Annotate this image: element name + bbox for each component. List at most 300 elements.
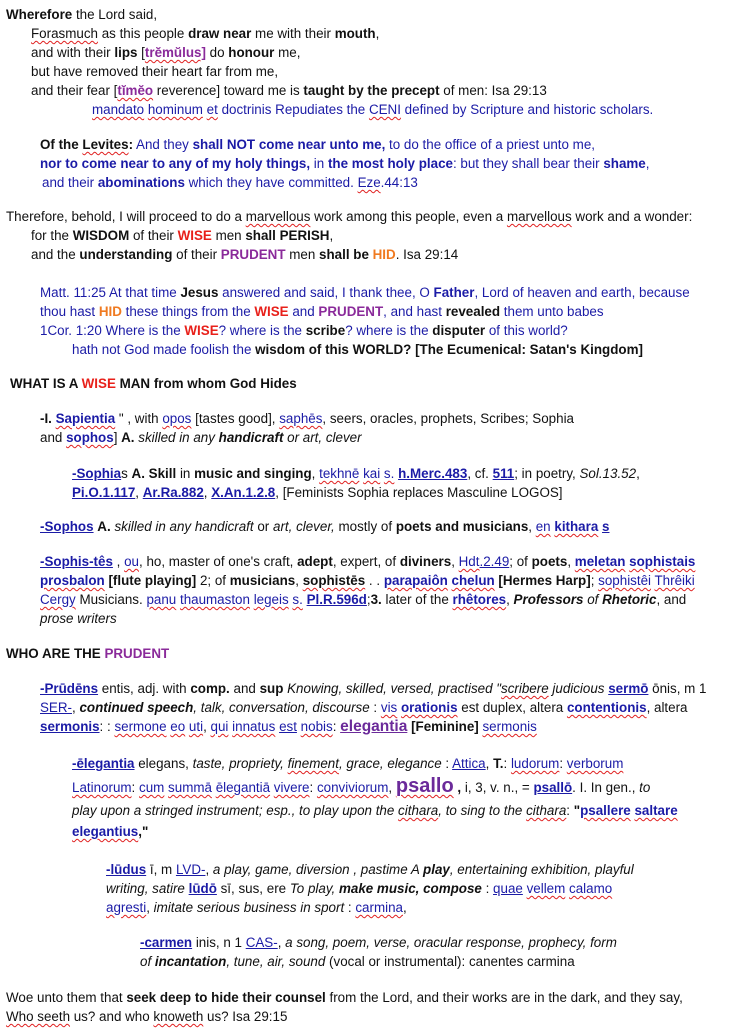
text-run: -lūdus <box>106 862 147 877</box>
text-run: quae <box>493 881 523 896</box>
text-run: Skill <box>148 466 177 481</box>
text-run: Forasmuch <box>31 26 98 41</box>
text-run: X.An.1.2.8 <box>211 485 276 500</box>
text-run: 1Cor. 1:20 Where is the <box>40 323 185 338</box>
text-run: imitate serious business in sport <box>153 900 345 915</box>
text-run: scribe <box>305 323 346 338</box>
text-run: tĭmĕo <box>117 83 154 98</box>
text-run: , <box>451 554 459 569</box>
sophistes-line <box>40 552 695 571</box>
text-run: nor to come near to any of my holy things, <box>40 156 311 171</box>
text-run: HID <box>98 304 122 319</box>
text-run: , <box>375 26 380 41</box>
text-run: psallo <box>395 775 454 797</box>
text-run: Professors <box>513 592 584 607</box>
text-run: comp. <box>190 681 230 696</box>
text-run: psallō <box>533 780 573 795</box>
prudent-heading <box>6 644 169 663</box>
text-run: s <box>602 519 610 534</box>
text-run: calamo <box>569 881 613 896</box>
text-run: Levites <box>82 137 129 152</box>
text-run: (vocal or instrumental): canentes carmina <box>325 954 575 969</box>
text-run: adept <box>297 554 333 569</box>
prudens-line <box>40 698 688 717</box>
text-run: , <box>636 466 640 481</box>
text-run: musicians <box>229 573 296 588</box>
cor-line <box>72 340 643 359</box>
text-run: ? where is the <box>345 323 433 338</box>
text-run: .2.49 <box>479 554 510 569</box>
text-run: WHAT IS A <box>10 376 82 391</box>
text-run: " , with <box>115 411 163 426</box>
text-run: Latinorum <box>72 780 132 795</box>
text-run: WISE <box>254 304 289 319</box>
matt-line <box>40 302 604 321</box>
text-run: -I. <box>40 411 56 426</box>
text-run: abominations <box>97 175 185 190</box>
text-run: , <box>329 228 334 243</box>
text-run: , <box>528 519 536 534</box>
text-run: CENI <box>368 102 401 117</box>
text-run: [ <box>137 45 145 60</box>
text-run: And they <box>133 137 193 152</box>
text-run: ; of <box>509 554 532 569</box>
elegantia-line <box>72 801 678 820</box>
text-run: A. <box>131 466 145 481</box>
text-run: which they have committed. <box>184 175 358 190</box>
text-run: 3. <box>370 592 382 607</box>
text-run: shall NOT come near unto me, <box>192 137 386 152</box>
text-run: , talk, conversation, discourse <box>193 700 370 715</box>
isa-line <box>6 5 157 24</box>
isa-line <box>31 81 547 100</box>
text-run: art, clever, <box>273 519 335 534</box>
text-run: to do the office of a priest unto me, <box>385 137 595 152</box>
text-run: " <box>573 803 581 818</box>
text-run: [Feminine] <box>407 719 483 734</box>
text-run: trĕmŭlus] <box>144 45 206 60</box>
text-run: sophos <box>66 430 114 445</box>
text-run: rhêtores <box>452 592 507 607</box>
text-run: mostly of <box>334 519 396 534</box>
text-run: ; <box>366 592 371 607</box>
sophistes-line <box>40 590 686 609</box>
text-run: finement <box>287 756 339 771</box>
text-run: sermone <box>114 719 167 734</box>
text-run: Matt. 11:25 At that time <box>40 285 181 300</box>
text-run: sophistais <box>629 554 696 569</box>
text-run: Cergy <box>40 592 76 607</box>
text-run: . . <box>365 573 384 588</box>
elegantia-line <box>72 777 650 797</box>
text-run: understanding <box>79 247 173 262</box>
text-run: , <box>277 935 286 950</box>
text-run: honour <box>228 45 275 60</box>
text-run: A. <box>97 519 111 534</box>
text-run: thaumaston <box>179 592 250 607</box>
text-run: Pl.R.596d <box>306 592 367 607</box>
text-run: defined by Scripture and historic scholars. <box>400 102 654 117</box>
text-run: Pi.O.1.117 <box>72 485 136 500</box>
text-run: in <box>176 466 195 481</box>
text-run: saltare <box>634 803 678 818</box>
text-run: doctrinis Repudiates the <box>217 102 369 117</box>
text-run: uti <box>188 719 204 734</box>
text-run: cum <box>139 780 165 795</box>
text-run: Therefore, behold, I will proceed to do a <box>6 209 246 224</box>
text-run: panu <box>146 592 177 607</box>
text-run: , <box>645 156 650 171</box>
text-run: -carmen <box>140 935 193 950</box>
text-run: , <box>567 554 575 569</box>
text-run: , <box>295 573 303 588</box>
text-run: or <box>253 519 273 534</box>
text-run: 2; of <box>196 573 230 588</box>
text-run: h.Merc.483 <box>398 466 468 481</box>
text-run: , <box>203 485 212 500</box>
text-run: s <box>121 466 132 481</box>
text-run: or art, clever <box>283 430 362 445</box>
text-run: : <box>128 137 134 152</box>
text-run: i, 3, v. n., = <box>461 780 534 795</box>
text-run: : <box>369 700 381 715</box>
text-run: the most holy place <box>327 156 453 171</box>
prudens-line <box>40 717 537 736</box>
text-run: continued speech <box>79 700 194 715</box>
text-run: ? where is the <box>218 323 306 338</box>
text-run: contentionis <box>566 700 647 715</box>
text-run: T. <box>493 756 504 771</box>
text-run: [Hermes Harp] <box>494 573 591 588</box>
text-run: ēlegantiā <box>215 780 271 795</box>
text-run: est <box>279 719 297 734</box>
text-run: Father <box>433 285 475 300</box>
text-run: play upon a stringed instrument; esp., to play upon the <box>72 803 399 818</box>
text-run: legeis <box>253 592 289 607</box>
therefore-line <box>31 226 333 245</box>
text-run: and their fear [ <box>31 83 118 98</box>
ludus-line <box>106 860 634 879</box>
text-run: elegans, <box>134 756 193 771</box>
text-run: summā <box>168 780 212 795</box>
text-run: , <box>453 780 462 795</box>
text-run: verborum <box>566 756 624 771</box>
text-run: sī, sus, ere <box>216 881 290 896</box>
text-run: carmina <box>355 900 403 915</box>
text-run: the Lord said, <box>72 7 158 22</box>
text-run: opos <box>162 411 192 426</box>
prudens-line <box>40 679 706 698</box>
text-run: but have removed their heart far from me, <box>31 64 279 79</box>
text-run: and <box>229 681 260 696</box>
text-run: -Prūdēns <box>40 681 99 696</box>
text-run: handicraft <box>218 430 284 445</box>
text-run: later of the <box>381 592 453 607</box>
sapientia-line <box>40 428 362 447</box>
text-run: qui <box>210 719 229 734</box>
text-run: , <box>72 700 80 715</box>
text-run: and <box>40 430 67 445</box>
text-run: reverence] toward me is <box>153 83 304 98</box>
text-run: inis, n 1 <box>192 935 246 950</box>
text-run: elegantia <box>340 718 408 735</box>
text-run: , [Feminists Sophia replaces Masculine LOGOS] <box>275 485 563 500</box>
text-run: LVD- <box>175 862 206 877</box>
cor-line <box>40 321 568 340</box>
text-run: Attica <box>452 756 486 771</box>
text-run: entis, adj. with <box>98 681 191 696</box>
therefore-line <box>6 207 692 226</box>
elegantia-line <box>72 754 623 773</box>
text-run: parapaiôn <box>383 573 448 588</box>
text-run: orationis <box>400 700 458 715</box>
text-run: eo <box>170 719 186 734</box>
text-run: , <box>485 756 494 771</box>
text-run: and the <box>31 247 80 262</box>
text-run: prosbalon <box>40 573 105 588</box>
sophistes-line <box>40 609 117 628</box>
text-run: shame <box>603 156 646 171</box>
text-run: of <box>140 954 155 969</box>
text-run: sophistêi <box>598 573 652 588</box>
text-run: hominum <box>147 102 203 117</box>
text-run: shall PERISH <box>245 228 330 243</box>
text-run: nobis <box>300 719 333 734</box>
text-run: PRUDENT <box>318 304 384 319</box>
text-run: s. <box>383 466 395 481</box>
text-run: revealed <box>445 304 501 319</box>
text-run: MAN from whom God Hides <box>115 376 297 391</box>
text-run: : <box>309 780 317 795</box>
text-run: , seers, oracles, prophets, Scribes; Sophia <box>322 411 574 426</box>
text-run: s. <box>292 592 303 607</box>
text-run: incantation <box>154 954 227 969</box>
levites-line <box>42 173 418 192</box>
text-run: taught by the precept <box>303 83 440 98</box>
text-run: [flute playing] <box>104 573 197 588</box>
text-run: lips <box>114 45 138 60</box>
text-run: . Isa 29:14 <box>395 247 459 262</box>
text-run: : <box>566 803 574 818</box>
text-run: ," <box>138 824 149 839</box>
text-run: to <box>639 780 651 795</box>
ludus-line <box>106 898 407 917</box>
text-run: et <box>206 102 218 117</box>
text-run: make music, compose <box>338 881 482 896</box>
text-run: conviviorum <box>316 780 389 795</box>
text-run: disputer <box>432 323 486 338</box>
text-run: : <box>559 756 567 771</box>
text-run: [tastes good], <box>191 411 280 426</box>
text-run: Rhetoric <box>602 592 657 607</box>
text-run: , expert, of <box>332 554 400 569</box>
text-run: -ēlegantia <box>72 756 135 771</box>
text-run: est duplex, altera <box>457 700 567 715</box>
sophias-line <box>72 483 563 502</box>
text-run: kithara <box>554 519 599 534</box>
text-run: wisdom of this WORLD? [The Ecumenical: Satan's Kingdom] <box>255 342 643 357</box>
text-run: and with their <box>31 45 115 60</box>
text-run: CAS- <box>245 935 278 950</box>
text-run: knoweth <box>153 1009 204 1024</box>
text-run: To play, <box>289 881 339 896</box>
ludus-line <box>106 879 612 898</box>
text-run: : <box>332 719 341 734</box>
text-run: tekhnē <box>319 466 360 481</box>
text-run: saphēs <box>279 411 323 426</box>
text-run: A. <box>121 430 135 445</box>
text-run: prose writers <box>40 611 117 626</box>
text-run: from the Lord, and their works are in the dark, and they say, <box>325 990 683 1005</box>
text-run: , <box>146 900 154 915</box>
text-run: sermonis <box>482 719 537 734</box>
text-run: Eze <box>357 175 381 190</box>
woe-line <box>6 1007 287 1026</box>
sophias-line <box>72 464 640 483</box>
text-run: and their <box>42 175 98 190</box>
text-run: judicious <box>548 681 609 696</box>
text-run: men <box>285 247 320 262</box>
wise-man-heading <box>10 374 297 393</box>
text-run: poets and musicians <box>395 519 529 534</box>
text-run: marvellous <box>245 209 311 224</box>
isa-line <box>31 43 300 62</box>
text-run: me with their <box>251 26 335 41</box>
text-run: ; <box>590 573 599 588</box>
text-run: ; in poetry, <box>514 466 580 481</box>
text-run: ] <box>113 430 122 445</box>
text-run: , <box>506 592 514 607</box>
text-run: WISDOM <box>72 228 130 243</box>
text-run: psallere <box>580 803 631 818</box>
text-run: answered and said, I thank thee, O <box>218 285 434 300</box>
text-run: these things from the <box>121 304 255 319</box>
text-run: Musicians. <box>75 592 147 607</box>
text-run: : <box>441 756 453 771</box>
text-run: of men: Isa 29:13 <box>439 83 547 98</box>
text-run: , altera <box>646 700 688 715</box>
isa-line <box>31 24 379 43</box>
text-run: in <box>310 156 328 171</box>
text-run: Hdt <box>458 554 480 569</box>
carmen-line <box>140 952 575 971</box>
text-run: : : <box>99 719 115 734</box>
text-run: a play, game, diversion , pastime A <box>212 862 424 877</box>
text-run: as this people <box>97 26 189 41</box>
text-run: elegantius <box>72 824 139 839</box>
text-run: , <box>205 862 213 877</box>
text-run: , to sing to the <box>438 803 527 818</box>
text-run: lūdō <box>188 881 217 896</box>
text-run: poets <box>531 554 568 569</box>
text-run: : <box>503 756 511 771</box>
text-run: chelun <box>451 573 495 588</box>
text-run: do <box>205 45 229 60</box>
text-run: vellem <box>526 881 566 896</box>
text-run: thou hast <box>40 304 99 319</box>
text-run: sophistēs <box>302 573 366 588</box>
text-run: ludorum <box>510 756 560 771</box>
text-run: PRUDENT <box>104 646 170 661</box>
matt-line <box>40 283 690 302</box>
text-run: agresti <box>106 900 147 915</box>
text-run: WHO ARE THE <box>6 646 105 661</box>
text-run: ī, m <box>146 862 176 877</box>
text-run: WISE <box>177 228 212 243</box>
text-run: marvellous <box>506 209 572 224</box>
text-run: , <box>403 900 407 915</box>
text-run: en <box>535 519 551 534</box>
text-run: us? Isa 29:15 <box>203 1009 288 1024</box>
text-run: music and singing <box>194 466 312 481</box>
ceni-note <box>92 100 653 119</box>
text-run: scribere <box>501 681 549 696</box>
text-run: Who seeth <box>6 1009 71 1024</box>
text-run: cithara <box>526 803 567 818</box>
text-run: , ho, master of one's craft, <box>139 554 298 569</box>
text-run: of this world? <box>485 323 568 338</box>
text-run: -Sophis-tês <box>40 554 113 569</box>
text-run: , <box>311 466 320 481</box>
carmen-line <box>140 933 617 952</box>
text-run: , cf. <box>467 466 493 481</box>
text-run: of <box>583 592 603 607</box>
text-run: Wherefore <box>6 7 73 22</box>
text-run: Jesus <box>180 285 219 300</box>
text-run: Sol.13.52 <box>579 466 637 481</box>
text-run: mandato <box>92 102 145 117</box>
text-run: : <box>131 780 139 795</box>
text-run: , <box>112 554 125 569</box>
woe-line <box>6 988 683 1007</box>
text-run: ou <box>124 554 139 569</box>
text-run: Thrêiki <box>654 573 695 588</box>
text-run: diviners <box>399 554 452 569</box>
text-run: : <box>344 900 356 915</box>
elegantia-line <box>72 822 148 841</box>
text-run: , grace, elegance <box>338 756 442 771</box>
text-run: work among this people, even a <box>310 209 507 224</box>
isa-line <box>31 62 278 81</box>
text-run: vivere <box>273 780 310 795</box>
text-run: WISE <box>184 323 219 338</box>
text-run: cithara <box>398 803 439 818</box>
text-run: WISE <box>81 376 116 391</box>
text-run: : but they shall bear their <box>452 156 604 171</box>
text-run: , Lord of heaven and earth, because <box>474 285 690 300</box>
text-run: Of the <box>40 137 83 152</box>
text-run: men <box>211 228 246 243</box>
text-run: innatus <box>232 719 276 734</box>
text-run: , entertaining exhibition, playful <box>449 862 634 877</box>
levites-line <box>40 154 650 173</box>
text-run: PRUDENT <box>220 247 286 262</box>
text-run: , <box>135 485 143 500</box>
text-run: us? and who <box>70 1009 154 1024</box>
text-run: sermō <box>608 681 649 696</box>
text-run: skilled in any handicraft <box>114 519 254 534</box>
text-run: kai <box>363 466 381 481</box>
text-run: writing, satire <box>106 881 185 896</box>
text-run: me, <box>274 45 301 60</box>
sophos-entry <box>40 517 609 536</box>
text-run: Knowing, skilled, versed, practised " <box>287 681 502 696</box>
text-run: . I. In gen., <box>572 780 640 795</box>
text-run: , and hast <box>383 304 446 319</box>
text-run: meletan <box>574 554 626 569</box>
text-run: skilled in any <box>138 430 219 445</box>
sophistes-line <box>40 571 695 590</box>
